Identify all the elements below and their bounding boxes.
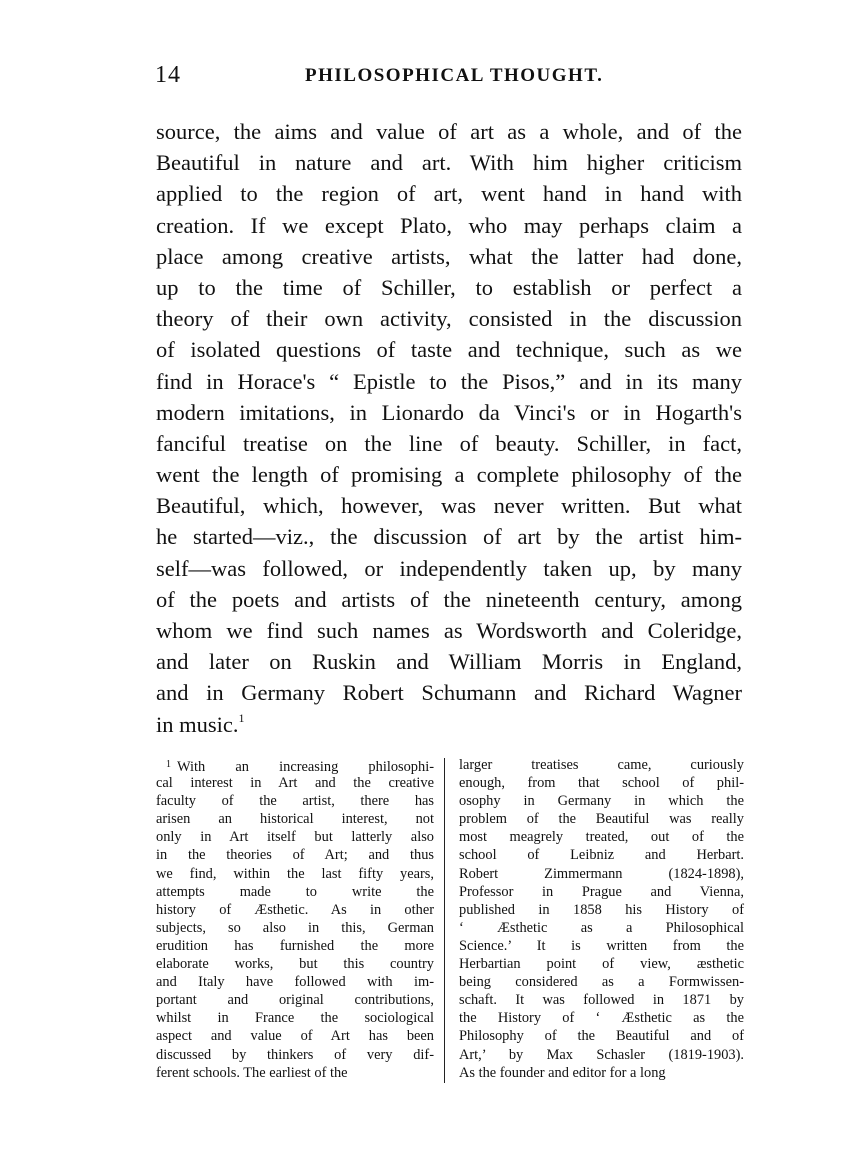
body-line: he started—viz., the discussion of art by the artist him-: [156, 524, 742, 550]
footnote-number: 1: [166, 759, 171, 770]
footnote-line: Robert Zimmermann (1824-1898),: [459, 865, 744, 882]
footnote-line: only in Art itself but latterly also: [156, 829, 434, 846]
body-line: and later on Ruskin and William Morris in England,: [156, 649, 742, 675]
footnote-line: osophy in Germany in which the: [459, 793, 744, 810]
footnote-line: the History of ‘ Æsthetic as the: [459, 1010, 744, 1027]
footnote-line: faculty of the artist, there has: [156, 793, 434, 810]
running-head: [155, 62, 745, 92]
footnote-line: Philosophy of the Beautiful and of: [459, 1028, 744, 1045]
body-line: up to the time of Schiller, to establish or perfect a: [156, 274, 742, 300]
body-line: creation. If we except Plato, who may perhaps claim a: [156, 212, 742, 238]
footnote-line: Art,’ by Max Schasler (1819-1903).: [459, 1046, 744, 1063]
body-line: find in Horace's “ Epistle to the Pisos,” and in its many: [156, 368, 742, 394]
footnote-line: elaborate works, but this country: [156, 956, 434, 973]
footnote-line: erudition has furnished the more: [156, 937, 434, 954]
body-line: Beautiful in nature and art. With him higher criticism: [156, 150, 742, 176]
body-line: fanciful treatise on the line of beauty. Schiller, in fact,: [156, 430, 742, 456]
footnote-line: ‘ Æsthetic as a Philosophical: [459, 919, 744, 936]
footnote-line: enough, from that school of phil-: [459, 775, 744, 792]
footnote-line: whilst in France the sociological: [156, 1010, 434, 1027]
footnote-line: aspect and value of Art has been: [156, 1028, 434, 1045]
body-line: source, the aims and value of art as a whole, and of the: [156, 119, 742, 144]
footnote-line: portant and original contributions,: [156, 992, 434, 1009]
footnote-line: and Italy have followed with im-: [156, 974, 434, 991]
footnote-first-text: With an increasing philosophi-: [177, 759, 434, 775]
footnote-line: most meagrely treated, out of the: [459, 829, 744, 846]
footnote-column-right: [459, 756, 744, 1082]
footnote-line: in the theories of Art; and thus: [156, 847, 434, 864]
footnote-line: larger treatises came, curiously: [459, 757, 744, 773]
body-line-last: [156, 709, 742, 740]
footnote-line: subjects, so also in this, German: [156, 919, 434, 936]
footnote-line: published in 1858 his History of: [459, 901, 744, 918]
body-line: whom we find such names as Wordsworth and Coleridge,: [156, 618, 742, 643]
footnote-line: [156, 756, 434, 774]
body-line: place among creative artists, what the latter had done,: [156, 243, 742, 269]
footnote-reference[interactable]: 1: [238, 710, 245, 725]
body-line: Beautiful, which, however, was never written. But what: [156, 493, 742, 519]
column-divider: [444, 758, 445, 1083]
footnote-block: [156, 756, 746, 1096]
footnote-line: discussed by thinkers of very dif-: [156, 1046, 434, 1063]
footnote-line: being considered as a Formwissen-: [459, 974, 744, 991]
body-line: modern imitations, in Lionardo da Vinci's or in Hogarth's: [156, 399, 742, 425]
footnote-line: arisen an historical interest, not: [156, 811, 434, 828]
footnote-line: As the founder and editor for a long: [459, 1064, 666, 1081]
body-line: of isolated questions of taste and technique, such as we: [156, 337, 742, 363]
footnote-line: attempts made to write the: [156, 883, 434, 900]
footnote-line: problem of the Beautiful was really: [459, 811, 744, 828]
body-line: went the length of promising a complete philosophy of the: [156, 462, 742, 488]
footnote-line: Science.’ It is written from the: [459, 937, 744, 954]
footnote-line: schaft. It was followed in 1871 by: [459, 992, 744, 1009]
running-title: PHILOSOPHICAL THOUGHT.: [305, 65, 604, 86]
footnote-line: ferent schools. The earliest of the: [156, 1064, 348, 1081]
body-line: applied to the region of art, went hand in hand with: [156, 181, 742, 207]
body-line: theory of their own activity, consisted in the discussion: [156, 306, 742, 332]
footnote-line: we find, within the last fifty years,: [156, 865, 434, 882]
footnote-line: history of Æsthetic. As in other: [156, 901, 434, 918]
body-line: of the poets and artists of the nineteenth century, among: [156, 586, 742, 612]
footnote-line: Professor in Prague and Vienna,: [459, 883, 744, 900]
footnote-line: Herbartian point of view, æsthetic: [459, 956, 744, 973]
body-line: self—was followed, or independently taken up, by many: [156, 555, 742, 581]
body-last-text: in music.: [156, 711, 239, 737]
footnote-line: school of Leibniz and Herbart.: [459, 847, 744, 864]
body-paragraph: [156, 116, 742, 740]
footnote-column-left: [156, 756, 434, 1082]
body-line: and in Germany Robert Schumann and Richard Wagner: [156, 680, 742, 706]
page-number: 14: [155, 62, 181, 88]
footnote-line: cal interest in Art and the creative: [156, 775, 434, 792]
